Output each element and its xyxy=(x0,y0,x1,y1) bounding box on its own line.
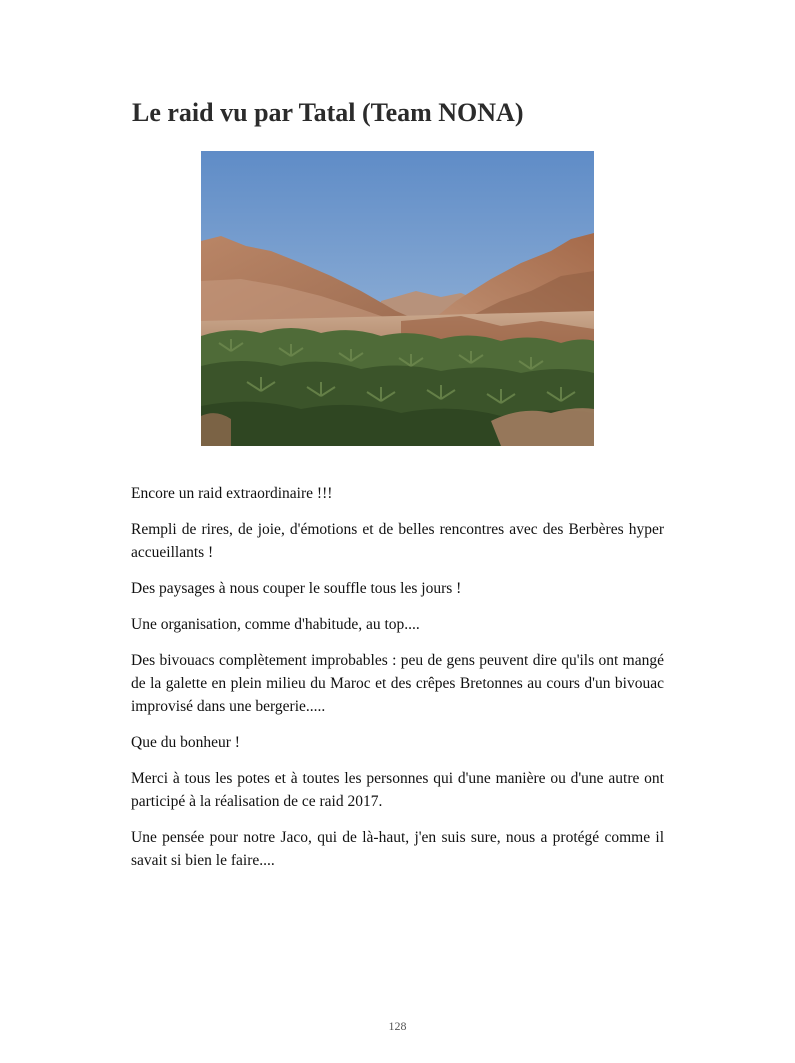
body-text xyxy=(131,482,664,885)
page-number: 128 xyxy=(388,1019,407,1033)
paragraph: Des bivouacs complètement improbables : peu de gens peuvent dire qu'ils ont mangé de la galette en plein milieu du Maroc et des crêpes Bretonnes au cours d'un bivouac improvisé dans une bergerie..... xyxy=(131,652,664,715)
paragraph: Des paysages à nous couper le souffle tous les jours ! xyxy=(131,580,462,597)
paragraph: Une pensée pour notre Jaco, qui de là-haut, j'en suis sure, nous a protégé comme il savait si bien le faire.... xyxy=(131,829,664,869)
paragraph: Que du bonheur ! xyxy=(131,734,240,751)
paragraph: Une organisation, comme d'habitude, au top.... xyxy=(131,616,420,633)
landscape-photo xyxy=(201,151,594,446)
paragraph: Merci à tous les potes et à toutes les personnes qui d'une manière ou d'une autre ont participé à la réalisation de ce raid 2017. xyxy=(131,770,664,810)
paragraph: Rempli de rires, de joie, d'émotions et de belles rencontres avec des Berbères hyper accueillants ! xyxy=(131,521,664,561)
page-title: Le raid vu par Tatal (Team NONA) xyxy=(132,98,524,127)
paragraph: Encore un raid extraordinaire !!! xyxy=(131,485,333,502)
